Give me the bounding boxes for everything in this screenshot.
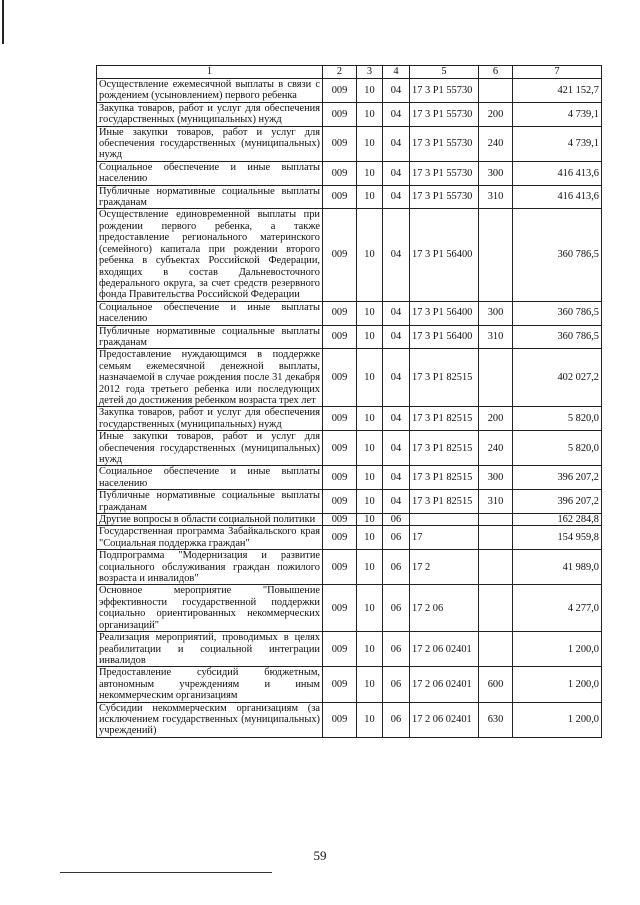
target-article-code: 17 2 06: [410, 585, 479, 632]
table-row: [97, 102, 602, 126]
section-code: 10: [357, 702, 383, 737]
target-article-code: 17 3 P1 82515: [410, 349, 479, 407]
page-number: 59: [313, 848, 327, 863]
target-article-code: 17: [410, 526, 479, 550]
expense-name: Социальное обеспечение и иные выплаты населению: [97, 161, 323, 185]
section-code: 10: [357, 407, 383, 431]
section-code: 10: [357, 466, 383, 490]
column-header: 2: [323, 66, 357, 79]
amount: 360 786,5: [513, 301, 602, 325]
amount: 360 786,5: [513, 325, 602, 349]
table-row: [97, 349, 602, 407]
amount: 1 200,0: [513, 667, 602, 702]
amount: 154 959,8: [513, 526, 602, 550]
amount: 4 739,1: [513, 102, 602, 126]
subsection-code: 04: [383, 301, 410, 325]
subsection-code: 06: [383, 632, 410, 667]
expense-type-code: 200: [479, 407, 513, 431]
expense-type-code: 300: [479, 301, 513, 325]
table-row: [97, 550, 602, 585]
section-code: 10: [357, 667, 383, 702]
table-row: [97, 632, 602, 667]
section-code: 10: [357, 632, 383, 667]
budget-table: [96, 65, 602, 738]
grbs-code: 009: [323, 702, 357, 737]
expense-type-code: 240: [479, 431, 513, 466]
table-row: [97, 185, 602, 209]
expense-type-code: [479, 209, 513, 301]
table-header-row: [97, 66, 602, 79]
subsection-code: 04: [383, 185, 410, 209]
subsection-code: 06: [383, 526, 410, 550]
target-article-code: 17 3 P1 82515: [410, 466, 479, 490]
expense-name: Осуществление единовременной выплаты при рождении первого ребенка, а также предоставление регионального материнского (семейного) капитала при рождении второго ребенка в субъектах Российской Федерации, входящих в состав Дальневосточного федерального округа, за счет средств резервного фонда Правительства Российской Федерации: [97, 209, 323, 301]
expense-name: Реализация мероприятий, проводимых в целях реабилитации и социальной интеграции инвалидов: [97, 632, 323, 667]
target-article-code: 17 3 P1 55730: [410, 79, 479, 103]
target-article-code: 17 3 P1 82515: [410, 490, 479, 514]
scan-edge-mark: [2, 0, 4, 44]
amount: 5 820,0: [513, 431, 602, 466]
subsection-code: 04: [383, 490, 410, 514]
target-article-code: 17 3 P1 56400: [410, 209, 479, 301]
expense-name: Закупка товаров, работ и услуг для обеспечения государственных (муниципальных) нужд: [97, 407, 323, 431]
target-article-code: 17 2 06 02401: [410, 667, 479, 702]
grbs-code: 009: [323, 526, 357, 550]
subsection-code: 04: [383, 349, 410, 407]
table-row: [97, 702, 602, 737]
target-article-code: 17 3 P1 56400: [410, 325, 479, 349]
section-code: 10: [357, 185, 383, 209]
section-code: 10: [357, 550, 383, 585]
amount: 5 820,0: [513, 407, 602, 431]
target-article-code: 17 3 P1 56400: [410, 301, 479, 325]
table-row: [97, 667, 602, 702]
expense-name: Другие вопросы в области социальной политики: [97, 514, 323, 526]
subsection-code: 04: [383, 161, 410, 185]
target-article-code: 17 2: [410, 550, 479, 585]
expense-type-code: 300: [479, 466, 513, 490]
expense-type-code: 600: [479, 667, 513, 702]
grbs-code: 009: [323, 632, 357, 667]
expense-name: Осуществление ежемесячной выплаты в связи с рождением (усыновлением) первого ребенка: [97, 79, 323, 103]
amount: 1 200,0: [513, 702, 602, 737]
grbs-code: 009: [323, 301, 357, 325]
expense-name: Подпрограмма "Модернизация и развитие социального обслуживания граждан пожилого возраста и инвалидов": [97, 550, 323, 585]
expense-type-code: 200: [479, 102, 513, 126]
expense-type-code: 310: [479, 185, 513, 209]
subsection-code: 06: [383, 514, 410, 526]
amount: 162 284,8: [513, 514, 602, 526]
amount: 4 277,0: [513, 585, 602, 632]
expense-type-code: 630: [479, 702, 513, 737]
expense-type-code: 310: [479, 325, 513, 349]
amount: 1 200,0: [513, 632, 602, 667]
expense-name: Предоставление нуждающимся в поддержке семьям ежемесячной денежной выплаты, назначаемой в случае рождения после 31 декабря 2012 года третьего ребенка или последующих детей до достижения ребенком возраста трех лет: [97, 349, 323, 407]
amount: 41 989,0: [513, 550, 602, 585]
subsection-code: 06: [383, 667, 410, 702]
subsection-code: 04: [383, 102, 410, 126]
section-code: 10: [357, 126, 383, 161]
expense-name: Государственная программа Забайкальского края "Социальная поддержка граждан": [97, 526, 323, 550]
grbs-code: 009: [323, 514, 357, 526]
table-row: [97, 301, 602, 325]
table-row: [97, 79, 602, 103]
table-row: [97, 526, 602, 550]
expense-type-code: [479, 585, 513, 632]
grbs-code: 009: [323, 325, 357, 349]
subsection-code: 04: [383, 431, 410, 466]
expense-type-code: 300: [479, 161, 513, 185]
section-code: 10: [357, 209, 383, 301]
grbs-code: 009: [323, 466, 357, 490]
subsection-code: 04: [383, 325, 410, 349]
expense-name: Публичные нормативные социальные выплаты гражданам: [97, 325, 323, 349]
expense-name: Иные закупки товаров, работ и услуг для обеспечения государственных (муниципальных) нужд: [97, 431, 323, 466]
target-article-code: 17 3 P1 82515: [410, 407, 479, 431]
amount: 396 207,2: [513, 466, 602, 490]
table-row: [97, 431, 602, 466]
column-header: 5: [410, 66, 479, 79]
expense-name: Субсидии некоммерческим организациям (за исключением государственных (муниципальных) учреждений): [97, 702, 323, 737]
amount: 416 413,6: [513, 185, 602, 209]
grbs-code: 009: [323, 126, 357, 161]
grbs-code: 009: [323, 185, 357, 209]
target-article-code: 17 3 P1 55730: [410, 126, 479, 161]
footnote-separator: [60, 872, 272, 873]
grbs-code: 009: [323, 407, 357, 431]
table-row: [97, 514, 602, 526]
expense-name: Предоставление субсидий бюджетным, автономным учреждениям и иным некоммерческим организациям: [97, 667, 323, 702]
grbs-code: 009: [323, 161, 357, 185]
grbs-code: 009: [323, 349, 357, 407]
expense-name: Закупка товаров, работ и услуг для обеспечения государственных (муниципальных) нужд: [97, 102, 323, 126]
subsection-code: 04: [383, 466, 410, 490]
target-article-code: [410, 514, 479, 526]
amount: 402 027,2: [513, 349, 602, 407]
subsection-code: 04: [383, 209, 410, 301]
amount: 396 207,2: [513, 490, 602, 514]
section-code: 10: [357, 490, 383, 514]
grbs-code: 009: [323, 550, 357, 585]
table-row: [97, 209, 602, 301]
expense-name: Публичные нормативные социальные выплаты гражданам: [97, 185, 323, 209]
subsection-code: 06: [383, 702, 410, 737]
expense-name: Иные закупки товаров, работ и услуг для обеспечения государственных (муниципальных) нужд: [97, 126, 323, 161]
grbs-code: 009: [323, 667, 357, 702]
section-code: 10: [357, 349, 383, 407]
expense-name: Социальное обеспечение и иные выплаты населению: [97, 466, 323, 490]
grbs-code: 009: [323, 490, 357, 514]
column-header: 7: [513, 66, 602, 79]
column-header: 1: [97, 66, 323, 79]
section-code: 10: [357, 526, 383, 550]
expense-type-code: [479, 526, 513, 550]
section-code: 10: [357, 325, 383, 349]
subsection-code: 04: [383, 407, 410, 431]
target-article-code: 17 3 P1 82515: [410, 431, 479, 466]
amount: 421 152,7: [513, 79, 602, 103]
expense-type-code: [479, 632, 513, 667]
amount: 416 413,6: [513, 161, 602, 185]
expense-type-code: [479, 79, 513, 103]
column-header: 6: [479, 66, 513, 79]
expense-type-code: 310: [479, 490, 513, 514]
subsection-code: 04: [383, 126, 410, 161]
expense-type-code: [479, 349, 513, 407]
table-row: [97, 490, 602, 514]
target-article-code: 17 3 P1 55730: [410, 102, 479, 126]
section-code: 10: [357, 301, 383, 325]
expense-name: Публичные нормативные социальные выплаты гражданам: [97, 490, 323, 514]
target-article-code: 17 2 06 02401: [410, 632, 479, 667]
grbs-code: 009: [323, 431, 357, 466]
amount: 4 739,1: [513, 126, 602, 161]
section-code: 10: [357, 102, 383, 126]
section-code: 10: [357, 585, 383, 632]
target-article-code: 17 3 P1 55730: [410, 185, 479, 209]
grbs-code: 009: [323, 585, 357, 632]
expense-name: Основное мероприятие "Повышение эффективности государственной поддержки социально ориентированных некоммерческих организаций": [97, 585, 323, 632]
column-header: 4: [383, 66, 410, 79]
expense-type-code: [479, 514, 513, 526]
target-article-code: 17 3 P1 55730: [410, 161, 479, 185]
section-code: 10: [357, 79, 383, 103]
section-code: 10: [357, 514, 383, 526]
table-row: [97, 466, 602, 490]
expense-type-code: 240: [479, 126, 513, 161]
grbs-code: 009: [323, 102, 357, 126]
section-code: 10: [357, 431, 383, 466]
table-row: [97, 325, 602, 349]
table-row: [97, 407, 602, 431]
table-row: [97, 585, 602, 632]
subsection-code: 06: [383, 550, 410, 585]
target-article-code: 17 2 06 02401: [410, 702, 479, 737]
subsection-code: 06: [383, 585, 410, 632]
column-header: 3: [357, 66, 383, 79]
grbs-code: 009: [323, 79, 357, 103]
section-code: 10: [357, 161, 383, 185]
expense-name: Социальное обеспечение и иные выплаты населению: [97, 301, 323, 325]
subsection-code: 04: [383, 79, 410, 103]
expense-type-code: [479, 550, 513, 585]
grbs-code: 009: [323, 209, 357, 301]
amount: 360 786,5: [513, 209, 602, 301]
table-row: [97, 161, 602, 185]
table-row: [97, 126, 602, 161]
